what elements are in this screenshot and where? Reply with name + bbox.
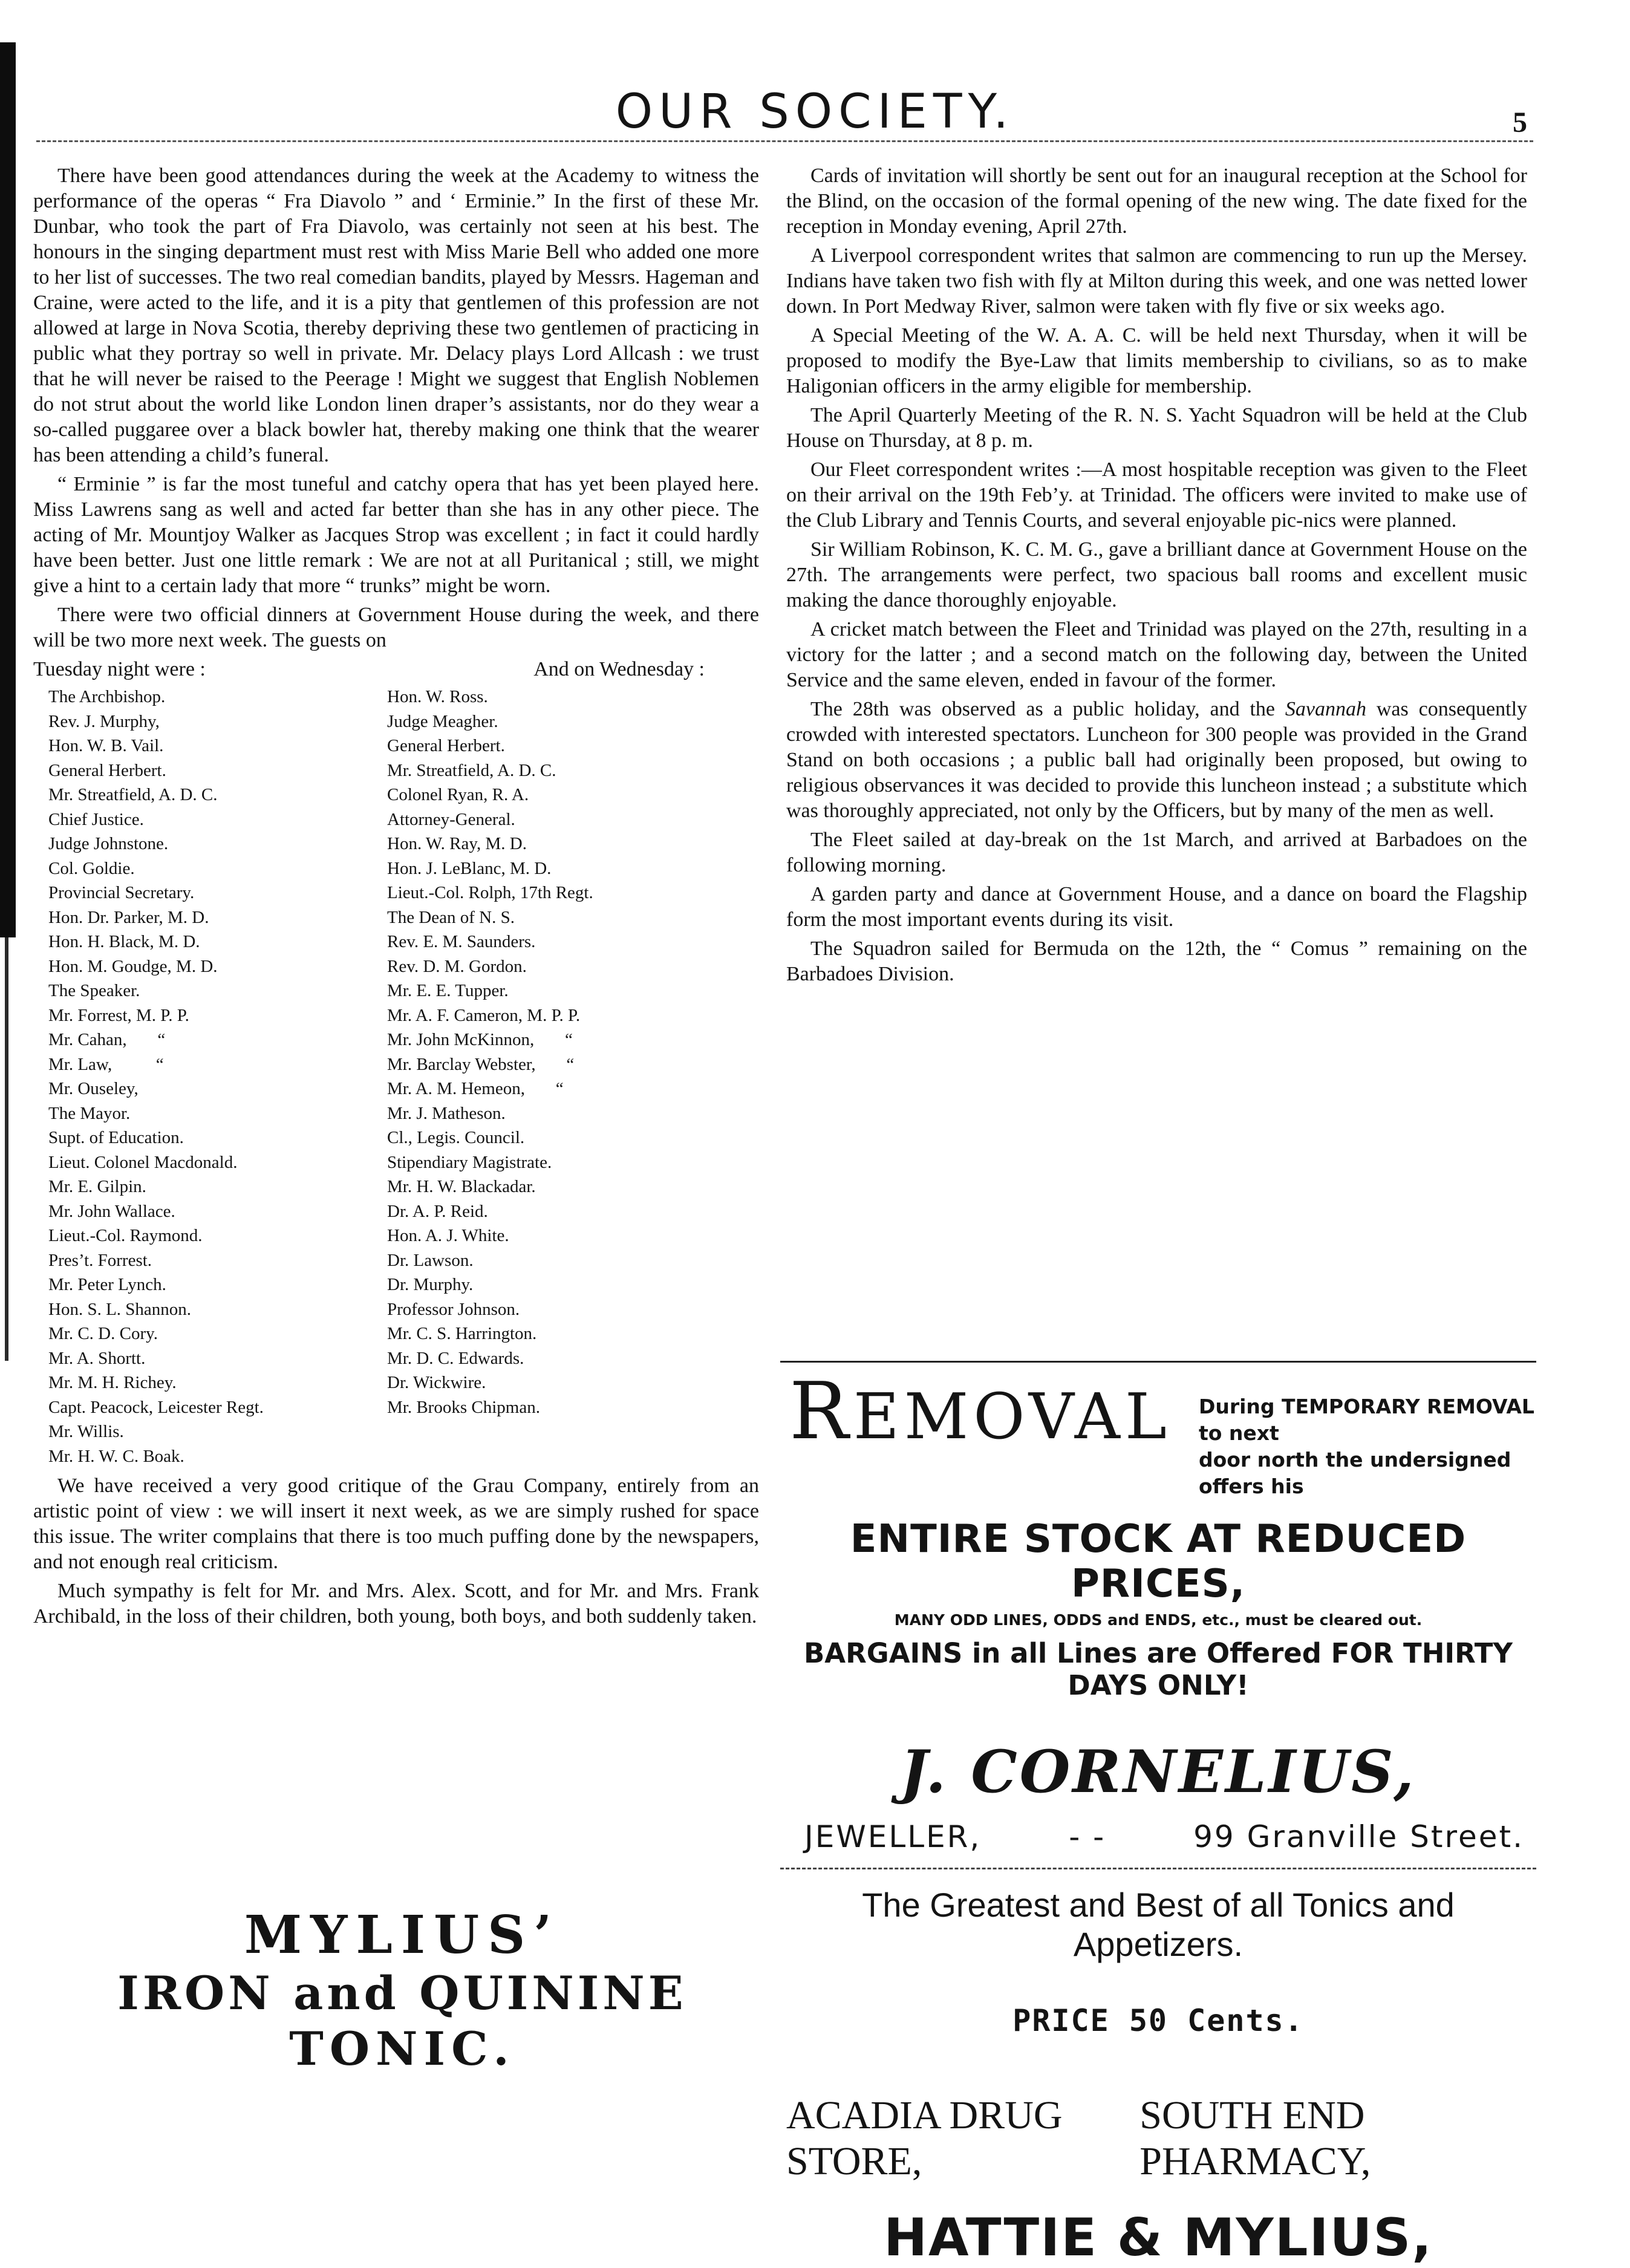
guest-name: Lieut.-Col. Raymond. xyxy=(48,1226,203,1245)
paragraph-waac: A Special Meeting of the W. A. A. C. will be held next Thursday, when it will be proposed to modify the Bye-Law that limits membership to civilians, so as to make Haligonian officers in the army eligible for membership. xyxy=(786,324,1527,397)
guest-name: Dr. Wickwire. xyxy=(387,1373,486,1392)
guest-name: Rev. J. Murphy, xyxy=(48,711,160,731)
header-rule xyxy=(36,140,1533,142)
guest-list-headings xyxy=(33,657,759,682)
guest-name: Dr. Lawson. xyxy=(387,1250,474,1270)
guest-name: Mr. Ouseley, xyxy=(48,1079,139,1098)
paragraph-garden-party: A garden party and dance at Government House, and a dance on board the Flagship form the most important events during its visit. xyxy=(786,883,1527,931)
ad-line: TONIC. xyxy=(289,2022,515,2076)
ad-line: IRON and QUININE xyxy=(117,1966,687,2020)
guest-name: Mr. Forrest, M. P. P. xyxy=(48,1005,189,1025)
store-south-end: SOUTH END PHARMACY, xyxy=(1139,2093,1371,2183)
removal-note-line: door north the undersigned offers his xyxy=(1198,1448,1511,1498)
guest-name: Capt. Peacock, Leicester Regt. xyxy=(48,1397,264,1417)
page-title: OUR SOCIETY. xyxy=(615,85,1015,139)
guest-name: The Mayor. xyxy=(48,1103,131,1123)
guest-name: Judge Johnstone. xyxy=(48,834,169,853)
guests-wednesday-label: And on Wednesday : xyxy=(533,658,705,680)
guest-name: Attorney-General. xyxy=(387,809,515,829)
guest-name: Mr. Willis. xyxy=(48,1422,124,1441)
guest-name: Mr. E. E. Tupper. xyxy=(387,981,509,1000)
removal-note xyxy=(1199,1393,1536,1500)
guest-name: Lieut. Colonel Macdonald. xyxy=(48,1152,238,1172)
mylius-tonic-ad xyxy=(54,1905,750,2077)
guest-name: Judge Meagher. xyxy=(387,711,498,731)
guest-name: Hon. Dr. Parker, M. D. xyxy=(48,907,209,927)
jeweller-label: JEWELLER, xyxy=(804,1819,982,1854)
ship-name: Savannah xyxy=(1285,698,1366,720)
guest-name: Professor Johnson. xyxy=(387,1299,520,1319)
ad-rule xyxy=(780,1868,1536,1869)
guest-name: Rev. D. M. Gordon. xyxy=(387,956,527,976)
binding-edge xyxy=(0,42,16,937)
guest-name: Mr. E. Gilpin. xyxy=(48,1177,146,1196)
guest-name: Mr. D. C. Edwards. xyxy=(387,1348,524,1368)
paragraph-cricket: A cricket match between the Fleet and Trinidad was played on the 27th, resulting in a victory for the latter ; and a second match on the following day, between the United Service and the same eleven, ended in favour of the former. xyxy=(786,618,1527,691)
removal-word: EMOVAL xyxy=(853,1380,1172,1453)
removal-note-line: During TEMPORARY REMOVAL to next xyxy=(1198,1395,1534,1445)
guest-name: Mr. John Wallace. xyxy=(48,1201,175,1221)
store-acadia: ACADIA DRUG STORE, xyxy=(786,2093,1063,2183)
guest-name: Hon. H. Black, M. D. xyxy=(48,932,200,951)
guest-name: Hon. S. L. Shannon. xyxy=(48,1299,192,1319)
guest-name: Hon. W. B. Vail. xyxy=(48,736,164,755)
paragraph-yacht-squadron: The April Quarterly Meeting of the R. N. S. Yacht Squadron will be held at the Club House on Thursday, at 8 p. m. xyxy=(786,404,1527,452)
guest-name: Mr. A. F. Cameron, M. P. P. xyxy=(387,1005,581,1025)
paragraph-erminie: “ Erminie ” is far the most tuneful and catchy opera that has yet been played here. Miss Lawrens sang as well and acted far better than she has in any other piece. The acting of Mr. Mountjoy Walker as Jacques Strop was excellent ; in fact it could hardly have been better. Just one little remark : We are not at all Puritanical ; still, we might give a hint to a certain lady that more “ trunks” might be worn. xyxy=(33,473,759,597)
guest-name: Rev. E. M. Saunders. xyxy=(387,932,536,951)
guests-wednesday xyxy=(387,685,726,1468)
paragraph-school-blind: Cards of invitation will shortly be sent out for an inaugural reception at the School for the Blind, on the occasion of the formal opening of the new wing. The date fixed for the reception in Monday evening, April 27th. xyxy=(786,165,1527,238)
bargains-line: BARGAINS in all Lines are Offered FOR THIRTY DAYS ONLY! xyxy=(803,1637,1513,1701)
jeweller-address-row xyxy=(804,1819,1524,1854)
guest-name: Mr. John McKinnon, “ xyxy=(387,1030,573,1049)
guest-name: Stipendiary Magistrate. xyxy=(387,1152,552,1172)
guest-name: Hon. W. Ross. xyxy=(387,687,488,706)
guest-name: Supt. of Education. xyxy=(48,1128,184,1147)
guest-name: Mr. A. Shortt. xyxy=(48,1348,146,1368)
paragraph-fleet-sailed: The Fleet sailed at day-break on the 1st March, and arrived at Barbadoes on the following morning. xyxy=(786,829,1527,876)
guest-name: Hon. J. LeBlanc, M. D. xyxy=(387,858,552,878)
removal-heading xyxy=(789,1365,1172,1457)
guest-name: Mr. J. Matheson. xyxy=(387,1103,506,1123)
tonics-headline: The Greatest and Best of all Tonics and Appetizers. xyxy=(862,1886,1455,1963)
jeweller-name: J. CORNELIUS, xyxy=(900,1738,1416,1806)
guest-name: Mr. Streatfield, A. D. C. xyxy=(387,760,556,780)
guest-list xyxy=(48,685,759,1468)
paragraph-dinners: There were two official dinners at Government House during the week, and there will be two more next week. The guests on xyxy=(33,604,759,651)
guest-name: Mr. Peter Lynch. xyxy=(48,1275,166,1294)
guest-name: Dr. A. P. Reid. xyxy=(387,1201,488,1221)
guest-name: Hon. W. Ray, M. D. xyxy=(387,834,527,853)
guest-name: Colonel Ryan, R. A. xyxy=(387,785,529,804)
ad-rule xyxy=(780,1361,1536,1363)
guest-name: The Archbishop. xyxy=(48,687,166,706)
guest-name: Mr. M. H. Richey. xyxy=(48,1373,177,1392)
paragraph-grau-critique: We have received a very good critique of the Grau Company, entirely from an artistic point of view : we will insert it next week, as we are simply rushed for space this issue. The writer complains that there is too much puffing done by the newspapers, and not enough real criticism. xyxy=(33,1475,759,1573)
paragraph-operas: There have been good attendances during the week at the Academy to witness the performance of the operas “ Fra Diavolo ” and ‘ Erminie.” In the first of these Mr. Dunbar, who took the part of Fra Diavolo, was certainly not seen at his best. The honours in the singing department must rest with Miss Marie Bell who added one more to her list of successes. The two real comedian bandits, played by Messrs. Hageman and Craine, were acted to the life, and it is a pity that gentlemen of this profession are not allowed at large in Nova Scotia, thereby depriving these two gentlemen of practicing in public what they portray so well in private. Mr. Delacy plays Lord Allcash : we trust that he will never be raised to the Peerage ! Might we suggest that English Noblemen do not strut about the world like London linen draper’s assistants, nor do they wear a so-called puggaree over a black bowler hat, thereby making one think that the wearer has been attending a child’s funeral. xyxy=(33,165,759,466)
odd-lines-line: MANY ODD LINES, ODDS and ENDS, etc., must be cleared out. xyxy=(894,1611,1423,1629)
guest-name: Mr. Cahan, “ xyxy=(48,1030,166,1049)
guest-name: Mr. C. S. Harrington. xyxy=(387,1324,537,1343)
guest-name: General Herbert. xyxy=(48,760,166,780)
guest-name: Pres’t. Forrest. xyxy=(48,1250,152,1270)
guest-name: Dr. Murphy. xyxy=(387,1275,474,1294)
guest-name: Hon. M. Goudge, M. D. xyxy=(48,956,218,976)
guest-name: Hon. A. J. White. xyxy=(387,1226,509,1245)
guest-name: Lieut.-Col. Rolph, 17th Regt. xyxy=(387,883,593,902)
binding-edge-lower xyxy=(5,937,8,1361)
guest-name: Mr. Brooks Chipman. xyxy=(387,1397,540,1417)
paragraph-holiday xyxy=(786,697,1527,824)
guest-name: General Herbert. xyxy=(387,736,505,755)
left-column xyxy=(33,163,759,1633)
right-column xyxy=(786,163,1527,991)
guest-name: Mr. H. W. C. Boak. xyxy=(48,1446,184,1466)
jeweller-address: 99 Granville Street. xyxy=(1193,1819,1524,1854)
removal-initial: R xyxy=(789,1365,853,1457)
holiday-text-a: The 28th was observed as a public holiday, and the xyxy=(810,698,1276,720)
advertisements xyxy=(780,1361,1536,2268)
price-line: PRICE 50 Cents. xyxy=(1012,2003,1304,2038)
guest-name: Mr. H. W. Blackadar. xyxy=(387,1177,536,1196)
guest-name: Mr. C. D. Cory. xyxy=(48,1324,158,1343)
guests-tuesday xyxy=(48,685,387,1468)
paragraph-dance: Sir William Robinson, K. C. M. G., gave a brilliant dance at Government House on the 27th. The arrangements were perfect, two spacious ball rooms and excellent music making the dance thoroughly enjoyable. xyxy=(786,538,1527,611)
guest-name: Cl., Legis. Council. xyxy=(387,1128,525,1147)
paragraph-salmon: A Liverpool correspondent writes that salmon are commencing to run up the Mersey. Indians have taken two fish with fly at Milton during this week, and one was netted lower down. In Port Medway River, salmon were taken with fly five or six weeks ago. xyxy=(786,244,1527,318)
guest-name: Col. Goldie. xyxy=(48,858,135,878)
guest-name: Mr. Law, “ xyxy=(48,1054,164,1074)
jeweller-dashes: - - xyxy=(1069,1819,1106,1854)
guest-name: Mr. Streatfield, A. D. C. xyxy=(48,785,218,804)
holiday-text-b: was consequently crowded with interested spectators. Luncheon for 300 people was provided in the Grand Stand on both occasions ; a public ball had originally been proposed, but owing to religious observances it was decided to provide this luncheon instead ; a substitute which was thoroughly appreciated, not only by the Officers, but by many of the men as well. xyxy=(786,698,1528,822)
guest-name: The Dean of N. S. xyxy=(387,907,515,927)
page-number: 5 xyxy=(1513,106,1527,138)
ad-line: MYLIUS’ xyxy=(244,1905,561,1966)
guest-name: Mr. Barclay Webster, “ xyxy=(387,1054,575,1074)
entire-stock-line: ENTIRE STOCK AT REDUCED PRICES, xyxy=(850,1517,1467,1606)
guest-name: The Speaker. xyxy=(48,981,140,1000)
store-names xyxy=(786,2093,1530,2185)
guests-tuesday-label: Tuesday night were : xyxy=(33,658,206,680)
guest-name: Provincial Secretary. xyxy=(48,883,195,902)
removal-ad-header xyxy=(780,1365,1536,1500)
paragraph-sympathy: Much sympathy is felt for Mr. and Mrs. Alex. Scott, and for Mr. and Mrs. Frank Archibald, in the loss of their children, both young, both boys, and both suddenly taken. xyxy=(33,1580,759,1628)
paragraph-fleet-trinidad: Our Fleet correspondent writes :—A most hospitable reception was given to the Fleet on their arrival on the 19th Feb’y. at Trinidad. The officers were invited to make use of the Club Library and Tennis Courts, and several enjoyable pic-nics were planned. xyxy=(786,458,1527,532)
hattie-mylius: HATTIE & MYLIUS, xyxy=(884,2208,1433,2268)
guest-name: Chief Justice. xyxy=(48,809,144,829)
paragraph-bermuda: The Squadron sailed for Bermuda on the 12th, the “ Comus ” remaining on the Barbadoes Division. xyxy=(786,937,1527,985)
guest-name: Mr. A. M. Hemeon, “ xyxy=(387,1079,564,1098)
